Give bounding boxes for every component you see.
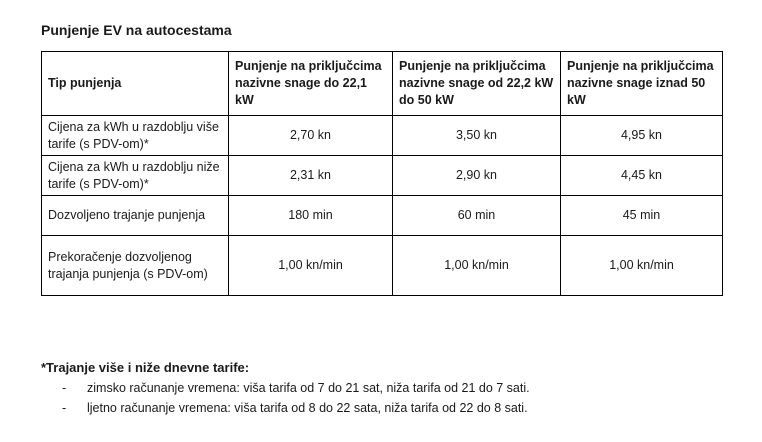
document-title: Punjenje EV na autocestama	[41, 22, 232, 38]
row-label-high-tariff-price: Cijena za kWh u razdoblju više tarife (s PDV-om)*	[42, 116, 229, 156]
table-row	[42, 196, 723, 236]
row-label-allowed-duration: Dozvoljeno trajanje punjenja	[42, 196, 229, 236]
tariff-notes-list	[62, 378, 530, 418]
dash-bullet-icon: -	[62, 381, 67, 395]
list-item	[62, 378, 530, 398]
dash-bullet-icon: -	[62, 401, 67, 415]
table-row	[42, 236, 723, 296]
table-cell: 3,50 kn	[393, 116, 561, 156]
table-row	[42, 156, 723, 196]
header-power-over-50kw: Punjenje na priključcima nazivne snage iznad 50 kW	[561, 52, 723, 116]
table-cell: 1,00 kn/min	[229, 236, 393, 296]
table-cell: 2,90 kn	[393, 156, 561, 196]
table-row	[42, 116, 723, 156]
row-label-low-tariff-price: Cijena za kWh u razdoblju niže tarife (s PDV-om)*	[42, 156, 229, 196]
table-cell: 1,00 kn/min	[393, 236, 561, 296]
table-cell: 2,31 kn	[229, 156, 393, 196]
table-cell: 45 min	[561, 196, 723, 236]
note-winter-time: zimsko računanje vremena: viša tarifa od 7 do 21 sat, niža tarifa od 21 do 7 sati.	[87, 381, 530, 395]
list-item	[62, 398, 530, 418]
table-cell: 4,45 kn	[561, 156, 723, 196]
header-power-22-to-50kw: Punjenje na priključcima nazivne snage od 22,2 kW do 50 kW	[393, 52, 561, 116]
header-charging-type: Tip punjenja	[42, 52, 229, 116]
charging-tariff-table	[41, 51, 723, 296]
table-cell: 4,95 kn	[561, 116, 723, 156]
table-cell: 2,70 kn	[229, 116, 393, 156]
table-cell: 60 min	[393, 196, 561, 236]
tariff-notes-title: *Trajanje više i niže dnevne tarife:	[41, 360, 250, 375]
row-label-overtime-fee: Prekoračenje dozvoljenog trajanja punjenja (s PDV-om)	[42, 236, 229, 296]
header-power-up-to-22kw: Punjenje na priključcima nazivne snage do 22,1 kW	[229, 52, 393, 116]
table-cell: 1,00 kn/min	[561, 236, 723, 296]
note-summer-time: ljetno računanje vremena: viša tarifa od 8 do 22 sata, niža tarifa od 22 do 8 sati.	[87, 401, 528, 415]
table-header-row	[42, 52, 723, 116]
table-cell: 180 min	[229, 196, 393, 236]
